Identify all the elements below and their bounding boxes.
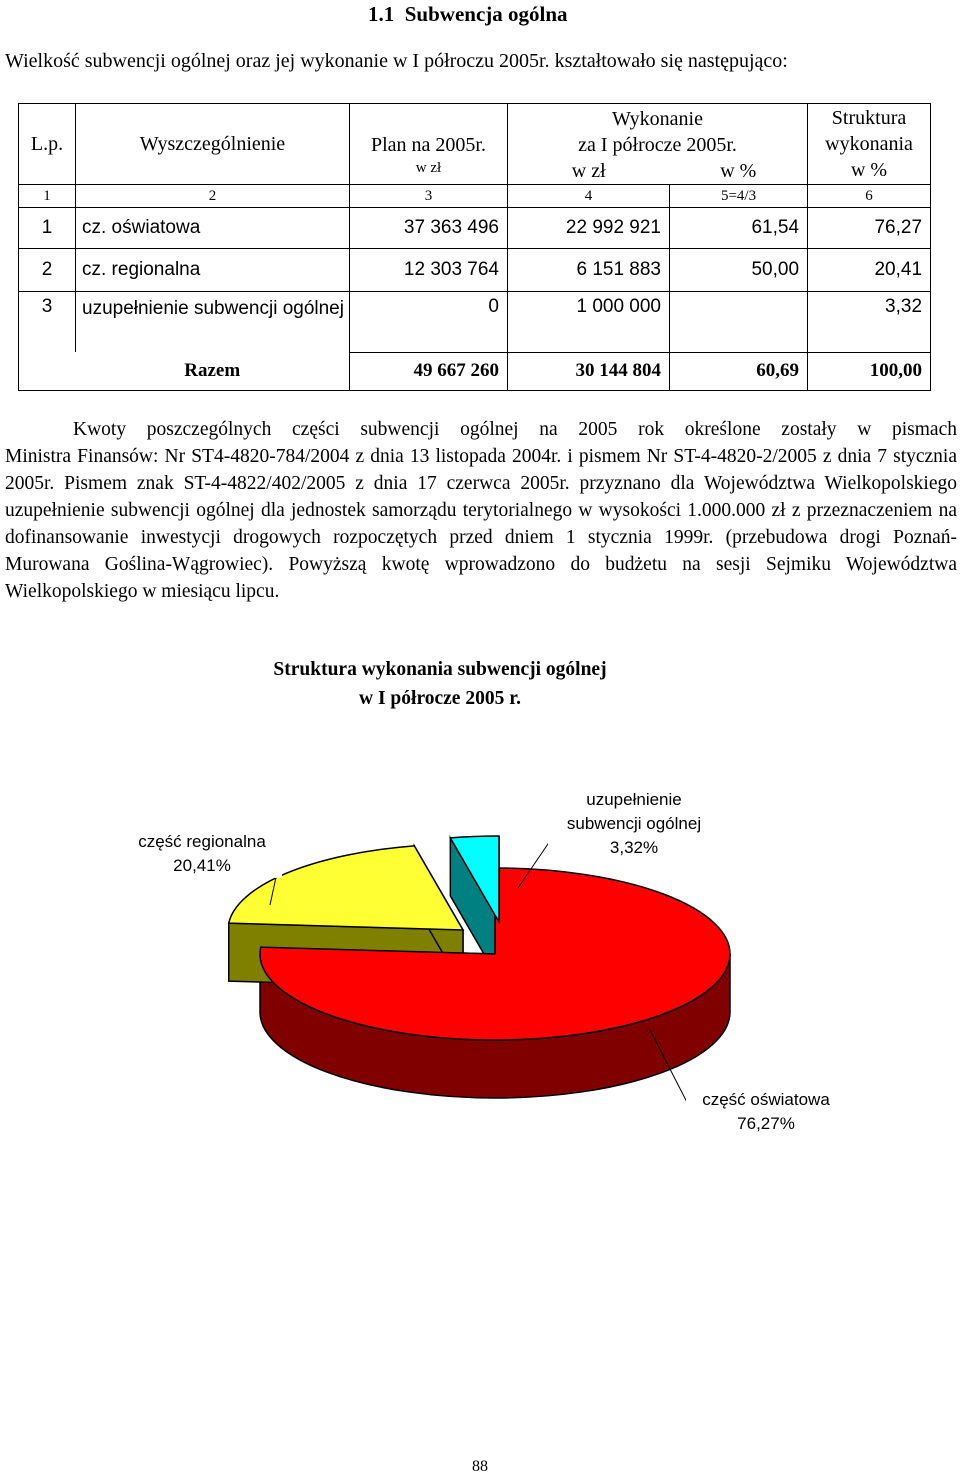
pie-label-uzupelnienie (548, 788, 720, 860)
row-plan: 0 (350, 292, 508, 353)
table-row (19, 249, 931, 292)
row-exec: 1 000 000 (508, 292, 670, 353)
subsidy-table (18, 103, 931, 391)
pie-label-uzup-line2: subwencji ogólnej (566, 814, 702, 833)
chart-title-line2: w I półrocze 2005 r. (359, 688, 521, 709)
table-row (19, 208, 931, 249)
row-lp: 1 (19, 208, 76, 249)
row-pct: 61,54 (670, 208, 808, 249)
header-exec (508, 104, 808, 159)
row-item: uzupełnienie subwencji ogólnej (76, 292, 350, 353)
row-item: cz. oświatowa (76, 208, 350, 249)
body-paragraph (5, 416, 957, 605)
intro-text: Wielkość subwencji ogólnej oraz jej wykonanie w I półroczu 2005r. kształtowało się następująco: (5, 50, 788, 72)
paragraph-first-line: Kwoty poszczególnych części subwencji ogólnej na 2005 rok określone zostały w pismach (73, 419, 957, 440)
header-exec-unit-pln: w zł (508, 158, 670, 185)
pie-label-regionalna-name: część regionalna (138, 832, 266, 851)
total-plan: 49 667 260 (350, 352, 508, 391)
total-lp-cell (19, 352, 76, 391)
row-lp: 3 (19, 292, 76, 353)
header-exec-unit-pct: w % (670, 158, 808, 185)
header-exec-line2: za I półrocze 2005r. (578, 134, 737, 156)
header-exec-line1: Wykonanie (612, 108, 703, 130)
header-plan-unit: w zł (415, 160, 442, 176)
row-lp: 2 (19, 249, 76, 292)
colnum-6: 6 (808, 185, 931, 208)
header-struct-line1: Struktura (831, 107, 907, 129)
colnum-4: 4 (508, 185, 670, 208)
row-plan: 12 303 764 (350, 249, 508, 292)
section-number: 1.1 (368, 2, 395, 26)
paragraph-rest: Ministra Finansów: Nr ST4-4820-784/2004 z dnia 13 listopada 2004r. i pismem Nr ST-4-4820-2/2005 z dnia 7 stycznia 2005r. Pismem znak ST-4-4822/402/2005 z dnia 17 czerwca 2005r. przyznano dla Województwa Wielkopolskiego uzupełnienie subwencji ogólnej dla jednostek samorządu terytorialnego w wysokości 1.000.000 zł z przeznaczeniem na dofinansowanie inwestycji drogowych rozpoczętych przed dniem 1 stycznia 1999r. (przebudowa drogi Poznań-Murowana Goślina-Wągrowiec). Powyższą kwotę wprowadzono do budżetu na sesji Sejmiku Województwa Wielkopolskiego w miesiącu lipcu. (5, 446, 957, 602)
table-row (19, 292, 931, 353)
section-title: Subwencja ogólna (404, 2, 568, 26)
pie-label-oswiatowa-name: część oświatowa (702, 1090, 830, 1109)
pie-label-oswiatowa-value: 76,27% (737, 1114, 795, 1133)
colnum-5: 5=4/3 (670, 185, 808, 208)
row-struct: 76,27 (808, 208, 931, 249)
table-header-row (19, 104, 931, 159)
section-heading (368, 2, 568, 27)
header-plan (350, 104, 508, 185)
total-pct: 60,69 (670, 352, 808, 391)
total-struct: 100,00 (808, 352, 931, 391)
chart-title-line1: Struktura wykonania subwencji ogólnej (273, 659, 607, 680)
row-pct: 50,00 (670, 249, 808, 292)
row-item: cz. regionalna (76, 249, 350, 292)
chart-title (0, 655, 880, 713)
header-lp: L.p. (19, 104, 76, 185)
colnum-2: 2 (76, 185, 350, 208)
row-plan: 37 363 496 (350, 208, 508, 249)
colnum-3: 3 (350, 185, 508, 208)
row-exec: 22 992 921 (508, 208, 670, 249)
pie-label-uzup-line1: uzupełnienie (586, 790, 682, 809)
header-struct-unit: w % (850, 159, 888, 181)
row-exec: 6 151 883 (508, 249, 670, 292)
pie-label-uzup-value: 3,32% (609, 838, 659, 857)
table-total-row (19, 352, 931, 391)
row-pct (670, 292, 808, 353)
header-structure (808, 104, 931, 185)
row-struct: 3,32 (808, 292, 931, 353)
total-label: Razem (76, 352, 350, 391)
row-struct: 20,41 (808, 249, 931, 292)
pie-label-regionalna (122, 830, 282, 878)
column-number-row (19, 185, 931, 208)
header-plan-label: Plan na 2005r. (371, 134, 486, 156)
page-number: 88 (472, 1458, 488, 1475)
header-item: Wyszczególnienie (76, 104, 350, 185)
header-struct-line2: wykonania (825, 133, 913, 155)
colnum-1: 1 (19, 185, 76, 208)
pie-label-oswiatowa (686, 1088, 846, 1136)
total-exec: 30 144 804 (508, 352, 670, 391)
pie-label-regionalna-value: 20,41% (173, 856, 231, 875)
